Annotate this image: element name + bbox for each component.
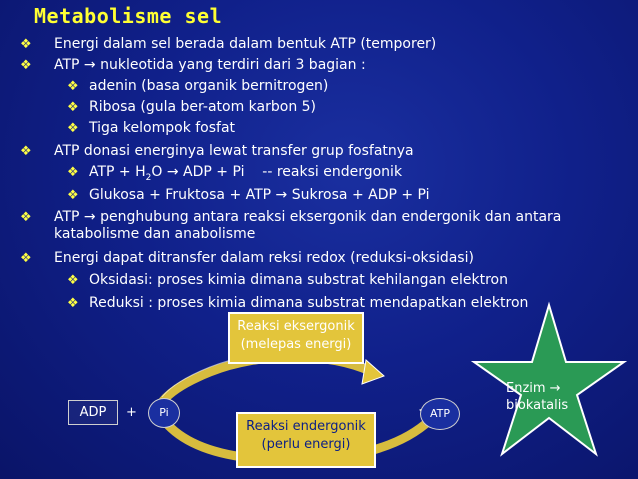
diamond-bullet-icon: ❖ [67, 296, 79, 311]
diamond-bullet-icon: ❖ [67, 273, 79, 288]
diamond-bullet-icon: ❖ [20, 210, 32, 225]
enzyme-label: Enzim → biokatalis [506, 381, 569, 413]
diamond-bullet-icon: ❖ [67, 121, 79, 136]
exergonic-reaction-box: Reaksi eksergonik (melepas energi) [228, 312, 364, 364]
bullet-item: ❖ Energi dapat ditransfer dalam reksi redox (reduksi-oksidasi) [20, 250, 474, 266]
endergonic-reaction-box: Reaksi endergonik (perlu energi) [236, 412, 376, 468]
diamond-bullet-icon: ❖ [67, 188, 79, 203]
diamond-bullet-icon: ❖ [67, 165, 79, 180]
bullet-item: ❖ ATP → nukleotida yang terdiri dari 3 bagian : [20, 57, 366, 73]
pi-circle: Pi [148, 398, 180, 428]
sub-bullet-item: ❖ Tiga kelompok fosfat [67, 120, 236, 136]
cycle-arrowhead-top [362, 360, 384, 384]
sub-bullet-item: ❖ Reduksi : proses kimia dimana substrat mendapatkan elektron [67, 295, 529, 311]
adp-box: ADP [68, 400, 118, 425]
bullet-item: ❖ ATP donasi energinya lewat transfer grup fosfatnya [20, 143, 414, 159]
sub-bullet-item: ❖ adenin (basa organik bernitrogen) [67, 78, 329, 94]
diamond-bullet-icon: ❖ [20, 58, 32, 73]
bullet-item: ❖ Energi dalam sel berada dalam bentuk ATP (temporer) [20, 36, 437, 52]
plus-sign: + [126, 405, 137, 420]
slide-title: Metabolisme sel [34, 4, 223, 28]
diamond-bullet-icon: ❖ [20, 144, 32, 159]
sub-bullet-item: ❖ Ribosa (gula ber-atom karbon 5) [67, 99, 317, 115]
diamond-bullet-icon: ❖ [67, 100, 79, 115]
atp-circle: ATP [420, 398, 460, 430]
diamond-bullet-icon: ❖ [20, 251, 32, 266]
sub-bullet-item: ❖ Oksidasi: proses kimia dimana substrat kehilangan elektron [67, 272, 508, 288]
bullet-item: ❖ ATP → penghubung antara reaksi eksergonik dan endergonik dan antara katabolisme dan anabolisme [20, 209, 562, 242]
sub-bullet-item-reaction: ❖ ATP + $H_2O$ → ADP + Pi -- reaksi endergonik [67, 164, 403, 183]
diamond-bullet-icon: ❖ [20, 37, 32, 52]
sub-bullet-item: ❖ Glukosa + Fruktosa + ATP → Sukrosa + ADP + Pi [67, 187, 430, 203]
diamond-bullet-icon: ❖ [67, 79, 79, 94]
